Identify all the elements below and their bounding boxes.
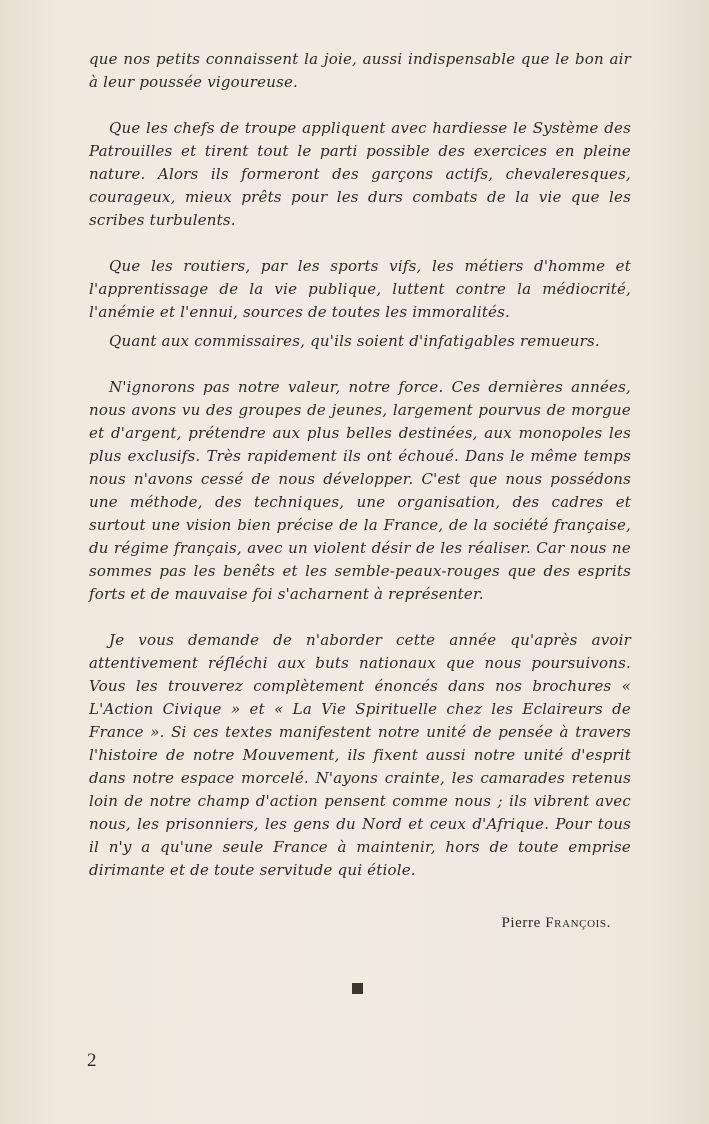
paragraph-5: N'ignorons pas notre valeur, notre force. Ces dernières années, nous avons vu des groupes de jeunes, largement pourvus de morgue et d'argent, prétendre aux plus belles destinées, aux monopoles les plus exclusifs. Très rapidement ils ont échoué. Dans le même temps nous n'avons cessé de nous développer. C'est que nous possédons une méthode, des techniques, une organisation, des cadres et surtout une vision bien précise de la France, de la société française, du régime français, avec un violent désir de les réaliser. Car nous ne sommes pas les benêts et les semble-peaux-rouges que des esprits forts et de mauvaise foi s'acharnent à représenter. bbox=[89, 378, 631, 603]
author-first-name: Pierre bbox=[501, 915, 541, 931]
page-number: 2 bbox=[87, 1050, 97, 1071]
author-signature bbox=[501, 915, 611, 932]
paragraph-6: Je vous demande de n'aborder cette année qu'après avoir attentivement réfléchi aux buts nationaux que nous poursuivons. Vous les trouverez complètement énoncés dans nos brochures « L'Action Civique » et « La Vie Spirituelle chez les Eclaireurs de France ». Si ces textes manifestent notre unité de pensée à travers l'histoire de notre Mouvement, ils fixent aussi notre unité d'esprit dans notre espace morcelé. N'ayons crainte, les camarades retenus loin de notre champ d'action pensent comme nous ; ils vibrent avec nous, les prisonniers, les gens du Nord et ceux d'Afrique. Pour tous il n'y a qu'une seule France à maintenir, hors de toute emprise dirimante et de toute servitude qui étiole. bbox=[89, 631, 631, 879]
paragraph-1: que nos petits connaissent la joie, aussi indispensable que le bon air à leur poussée vigoureuse. bbox=[89, 50, 631, 91]
paragraph-3: Que les routiers, par les sports vifs, les métiers d'homme et l'apprentissage de la vie publique, luttent contre la médiocrité, l'anémie et l'ennui, sources de toutes les immoralités. bbox=[89, 257, 631, 321]
end-ornament-icon bbox=[352, 983, 363, 994]
author-last-name: François. bbox=[545, 915, 611, 931]
paragraph-4: Quant aux commissaires, qu'ils soient d'infatigables remueurs. bbox=[109, 332, 600, 350]
paragraph-2: Que les chefs de troupe appliquent avec hardiesse le Système des Patrouilles et tirent tout le parti possible des exercices en pleine nature. Alors ils formeront des garçons actifs, chevaleresques, courageux, mieux prêts pour les durs combats de la vie que les scribes turbulents. bbox=[89, 119, 631, 229]
body-text bbox=[89, 48, 631, 882]
